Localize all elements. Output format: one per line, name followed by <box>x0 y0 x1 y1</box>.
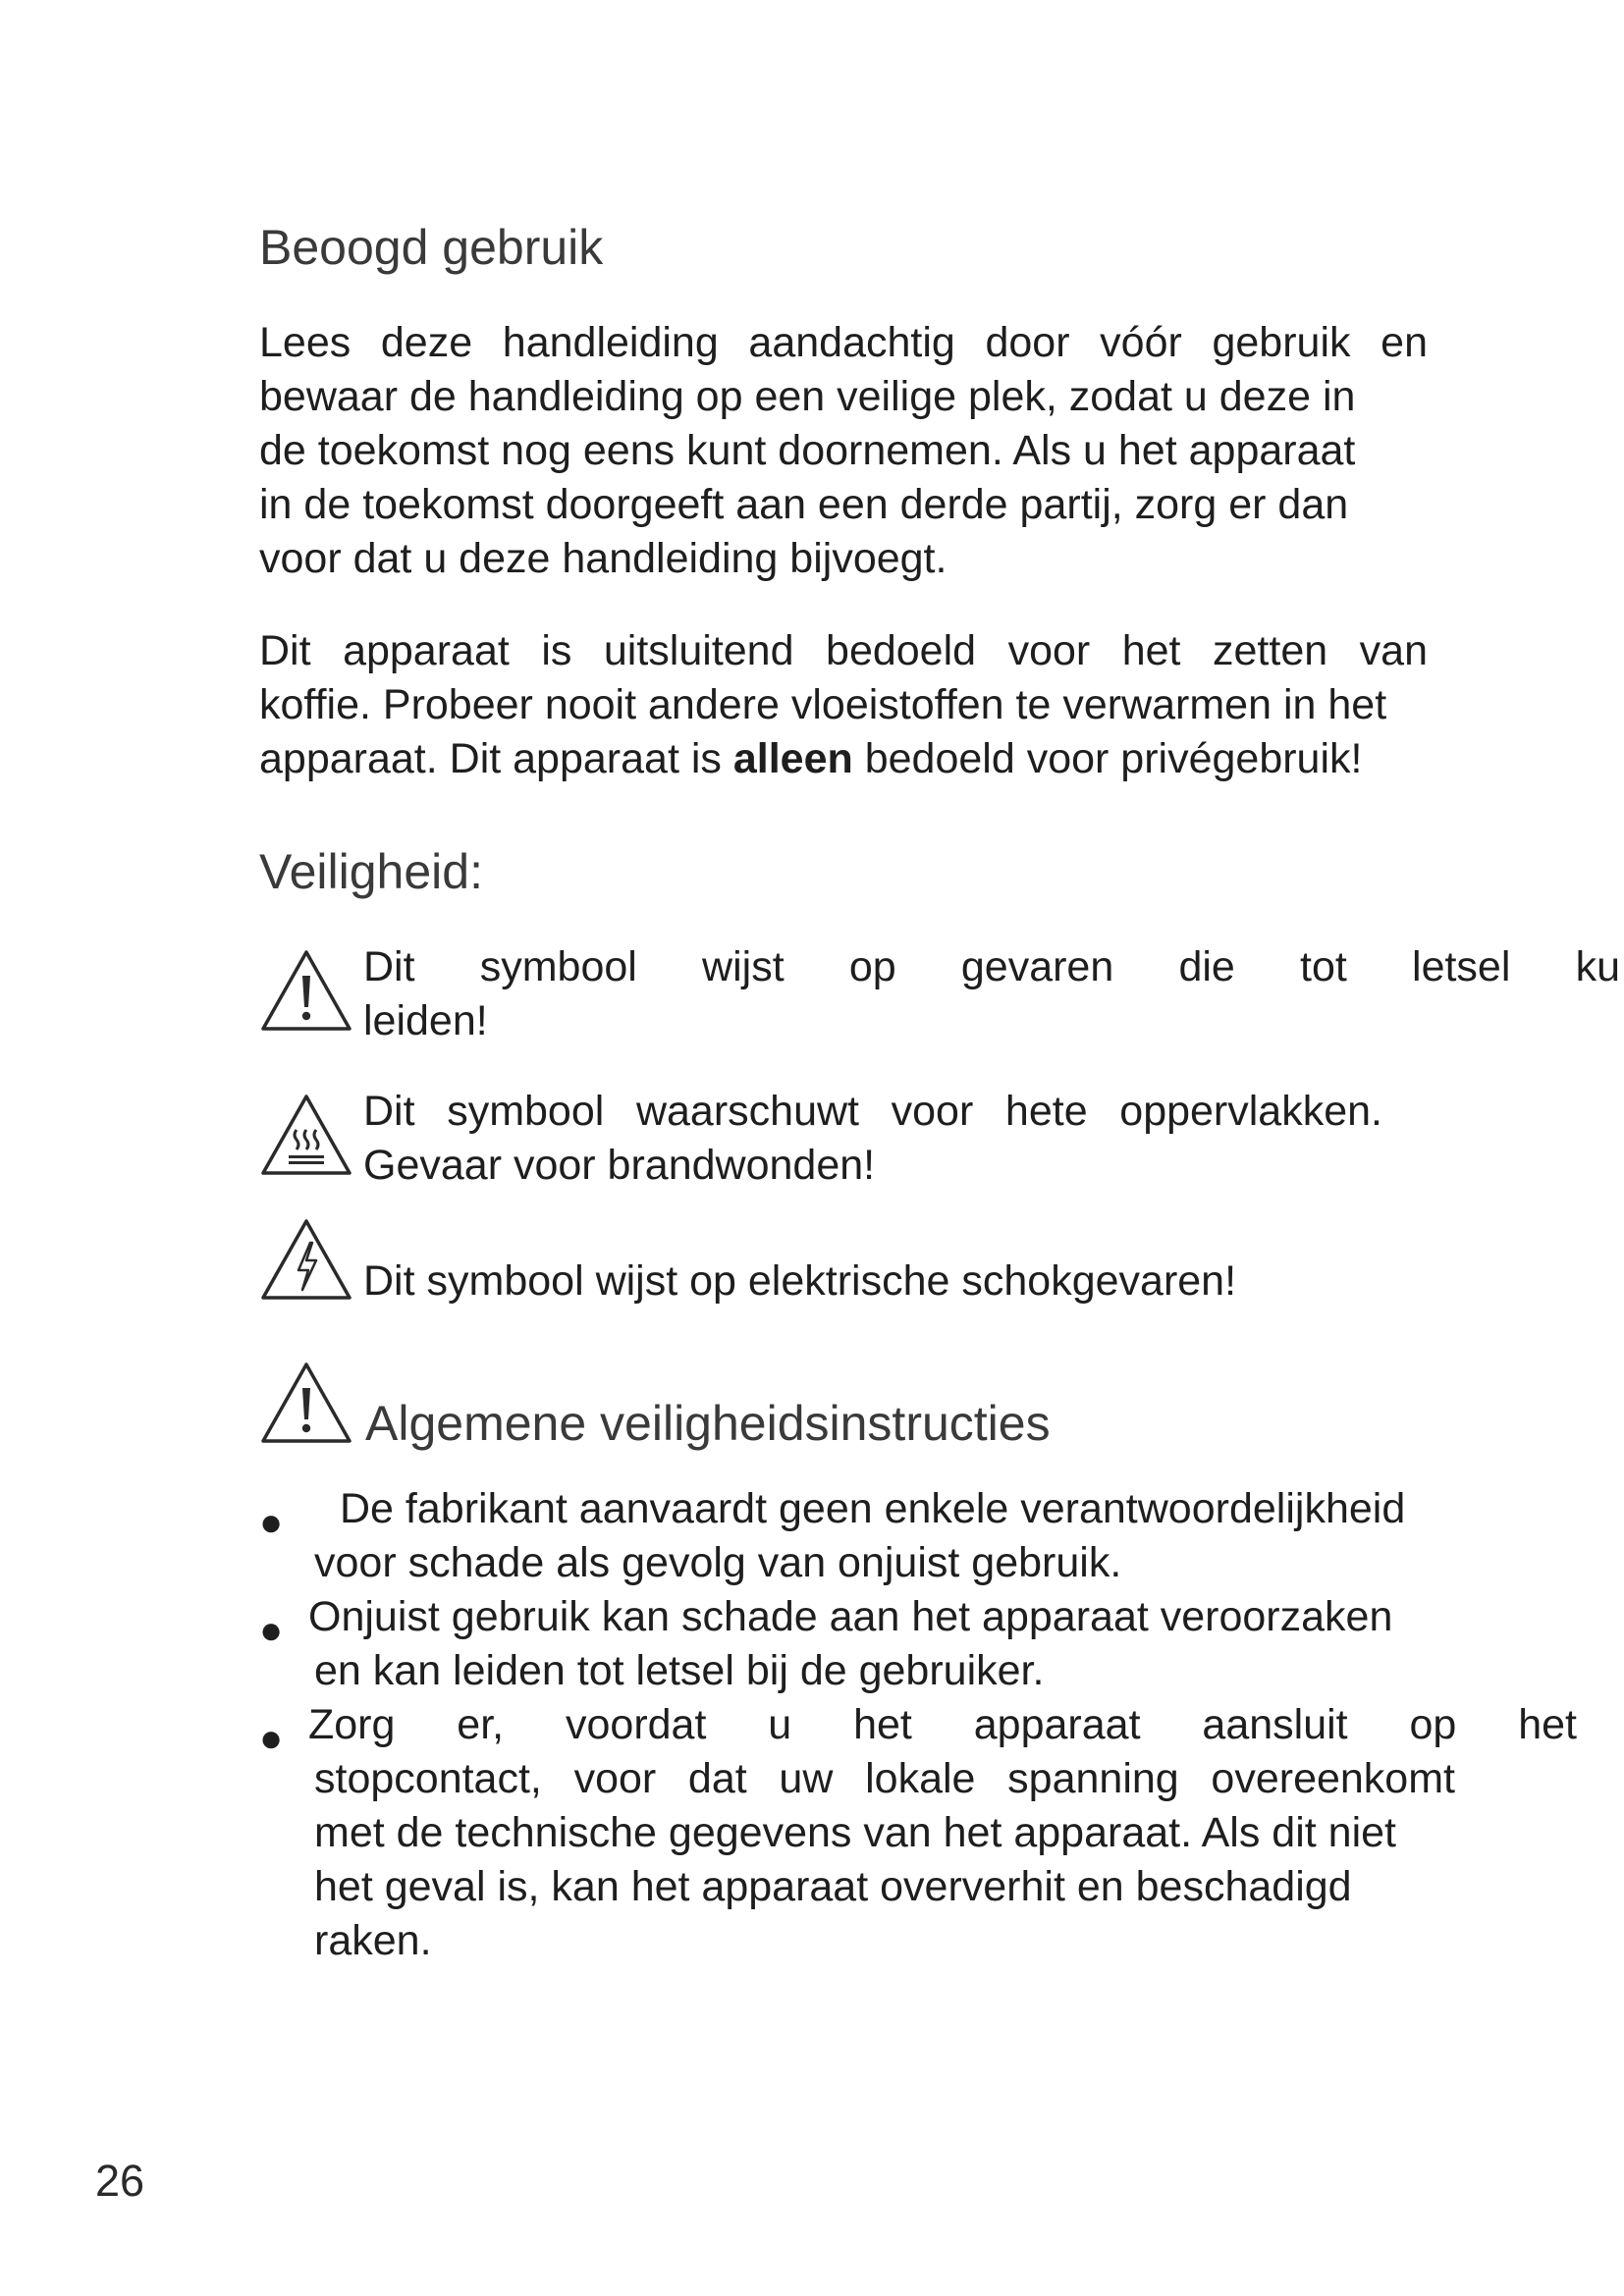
paragraph-line: voor dat u deze handleiding bijvoegt. <box>259 535 947 582</box>
list-item-line: stopcontact, voor dat uw lokale spanning overeenkomt <box>314 1755 1455 1802</box>
warning-line: Dit symbool waarschuwt voor hete oppervlakken. <box>363 1088 1382 1135</box>
paragraph-text: bedoeld voor privégebruik! <box>852 735 1363 782</box>
list-item-line: Onjuist gebruik kan schade aan het apparaat veroorzaken <box>308 1593 1393 1640</box>
paragraph-text: apparaat. Dit apparaat is <box>259 735 733 782</box>
warning-line: Gevaar voor brandwonden! <box>363 1142 876 1189</box>
list-item-line: voor schade als gevolg van onjuist gebruik. <box>314 1539 1122 1586</box>
list-item-line: Zorg er, voordat u het apparaat aansluit op het <box>308 1701 1577 1748</box>
paragraph-line: koffie. Probeer nooit andere vloeistoffen te verwarmen in het <box>259 681 1387 728</box>
list-item-line: De fabrikant aanvaardt geen enkele verantwoordelijkheid <box>340 1485 1406 1532</box>
list-item-line: en kan leiden tot letsel bij de gebruiker. <box>314 1647 1045 1694</box>
list-item-line: raken. <box>314 1917 432 1964</box>
warning-symbol-text <box>363 1085 1382 1193</box>
list-item <box>251 1698 1624 1968</box>
warning-line: Dit symbool wijst op gevaren die tot letsel ku <box>363 943 1620 990</box>
general-safety-list <box>251 1482 1624 1968</box>
electric-shock-warning-icon <box>259 1217 353 1302</box>
paragraph-line: in de toekomst doorgeeft aan een derde partij, zorg er dan <box>259 481 1349 528</box>
bullet-icon: ● <box>259 1609 284 1652</box>
exclamation-warning-icon <box>259 1361 353 1445</box>
paragraph-line: Lees deze handleiding aandachtig door vóór gebruik en <box>259 319 1428 366</box>
intended-use-paragraph-2 <box>259 624 1428 786</box>
page-number: 26 <box>95 2156 145 2206</box>
paragraph-line <box>259 732 1428 786</box>
hot-surface-warning-icon <box>259 1093 353 1177</box>
intended-use-heading: Beoogd gebruik <box>259 220 604 275</box>
warning-line: leiden! <box>363 997 488 1044</box>
warning-symbol-text <box>363 1255 1236 1308</box>
bullet-icon: ● <box>259 1501 284 1544</box>
warning-line: Dit symbool wijst op elektrische schokgevaren! <box>363 1257 1237 1305</box>
general-safety-heading: Algemene veiligheidsinstructies <box>365 1396 1051 1451</box>
safety-heading: Veiligheid: <box>259 844 483 899</box>
paragraph-line: de toekomst nog eens kunt doornemen. Als u het apparaat <box>259 427 1356 474</box>
bullet-icon: ● <box>259 1717 284 1760</box>
warning-symbol-text <box>363 940 1624 1048</box>
paragraph-line: Dit apparaat is uitsluitend bedoeld voor het zetten van <box>259 627 1428 674</box>
intended-use-paragraph-1 <box>259 316 1428 586</box>
list-item <box>251 1590 1624 1698</box>
list-item <box>251 1482 1624 1590</box>
list-item-line: met de technische gegevens van het apparaat. Als dit niet <box>314 1809 1397 1856</box>
list-item-line: het geval is, kan het apparaat oververhit en beschadigd <box>314 1863 1352 1910</box>
emphasis-alleen: alleen <box>732 735 853 782</box>
exclamation-warning-icon <box>259 948 353 1033</box>
paragraph-line: bewaar de handleiding op een veilige plek, zodat u deze in <box>259 373 1356 420</box>
